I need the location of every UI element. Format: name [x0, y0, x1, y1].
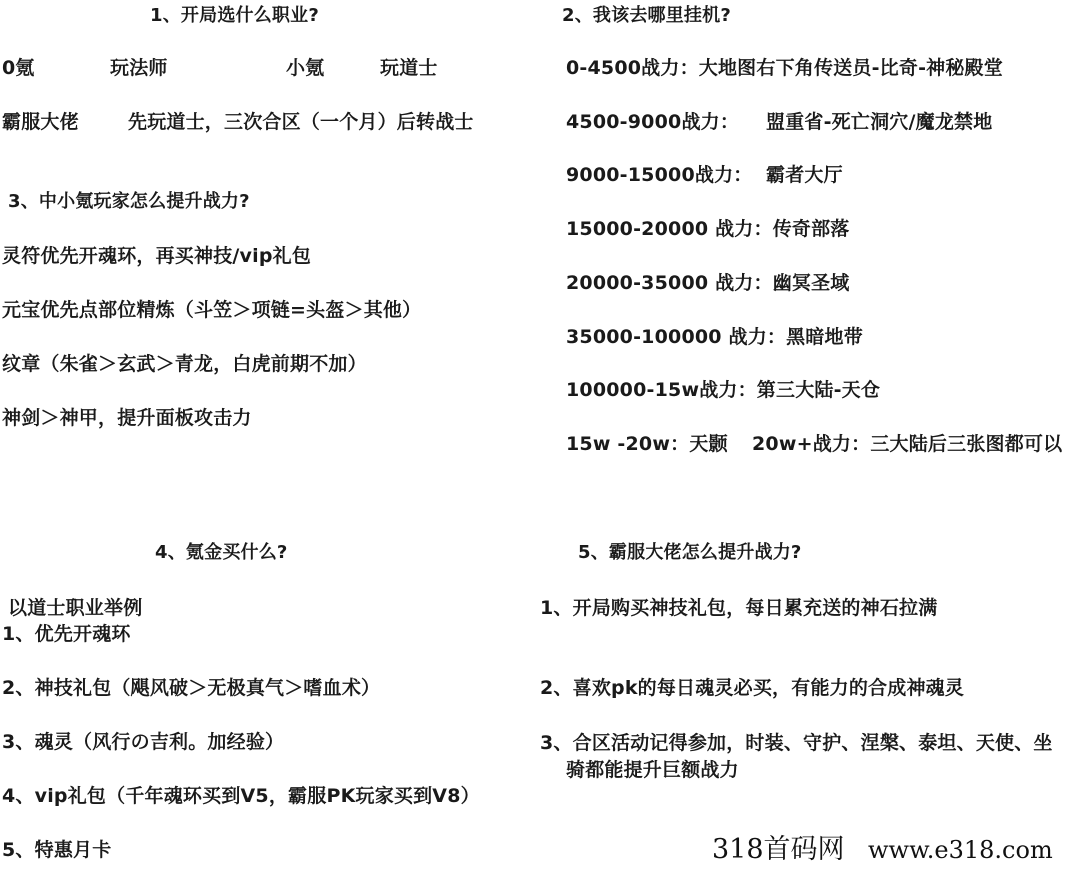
- section1-row2-advice: 先玩道士，三次合区（一个月）后转战士: [128, 111, 474, 133]
- section3-item: 灵符优先开魂环，再买神技/vip礼包: [2, 245, 312, 267]
- section4-subtitle: 以道士职业举例: [8, 597, 143, 619]
- section5-item-continued: 骑都能提升巨额战力: [566, 759, 739, 781]
- section2-item: 9000-15000战力：: [566, 164, 753, 186]
- watermark-name: 318首码网: [712, 834, 845, 865]
- section4-item: 1、优先开魂环: [2, 623, 131, 645]
- section1-row1-tier-b: 小氪: [286, 57, 325, 79]
- section4-title: 4、氪金买什么?: [155, 542, 288, 563]
- section2-title: 2、我该去哪里挂机?: [562, 5, 731, 26]
- section4-item: 3、魂灵（风行の吉利。加经验）: [2, 731, 285, 753]
- section2-item: 0-4500战力：大地图右下角传送员-比奇-神秘殿堂: [566, 57, 1003, 79]
- section5-title: 5、霸服大佬怎么提升战力?: [578, 542, 802, 563]
- section2-item: 盟重省-死亡洞穴/魔龙禁地: [766, 111, 993, 133]
- section1-title: 1、开局选什么职业?: [150, 5, 319, 26]
- section2-item: 35000-100000 战力：黑暗地带: [566, 326, 863, 348]
- section3-item: 纹章（朱雀＞玄武＞青龙，白虎前期不加）: [2, 353, 367, 375]
- section2-item: 4500-9000战力：: [566, 111, 740, 133]
- section2-item: 20w+战力：三大陆后三张图都可以: [752, 433, 1063, 455]
- section3-item: 神剑＞神甲，提升面板攻击力: [2, 407, 252, 429]
- section4-item: 2、神技礼包（飓风破＞无极真气＞嗜血术）: [2, 677, 381, 699]
- section2-item: 15w -20w：天颢: [566, 433, 728, 455]
- watermark-url: www.e318.com: [868, 836, 1053, 864]
- section5-item: 2、喜欢pk的每日魂灵必买，有能力的合成神魂灵: [540, 677, 965, 699]
- section4-item: 4、vip礼包（千年魂环买到V5，霸服PK玩家买到V8）: [2, 785, 480, 807]
- section5-item: 3、合区活动记得参加，时装、守护、涅槃、泰坦、天使、坐: [540, 732, 1053, 754]
- section1-row1-class-a: 玩法师: [110, 57, 168, 79]
- section3-title: 3、中小氪玩家怎么提升战力?: [8, 191, 250, 212]
- section1-row2-tier: 霸服大佬: [2, 111, 79, 133]
- section2-item: 霸者大厅: [766, 164, 843, 186]
- section2-item: 15000-20000 战力：传奇部落: [566, 218, 850, 240]
- section1-row1-tier-a: 0氪: [2, 57, 35, 79]
- section4-item: 5、特惠月卡: [2, 839, 112, 861]
- section3-item: 元宝优先点部位精炼（斗笠＞项链=头盔＞其他）: [2, 299, 422, 321]
- section2-item: 100000-15w战力：第三大陆-天仓: [566, 379, 881, 401]
- section5-item: 1、开局购买神技礼包，每日累充送的神石拉满: [540, 597, 938, 619]
- section2-item: 20000-35000 战力：幽冥圣域: [566, 272, 850, 294]
- section1-row1-class-b: 玩道士: [380, 57, 438, 79]
